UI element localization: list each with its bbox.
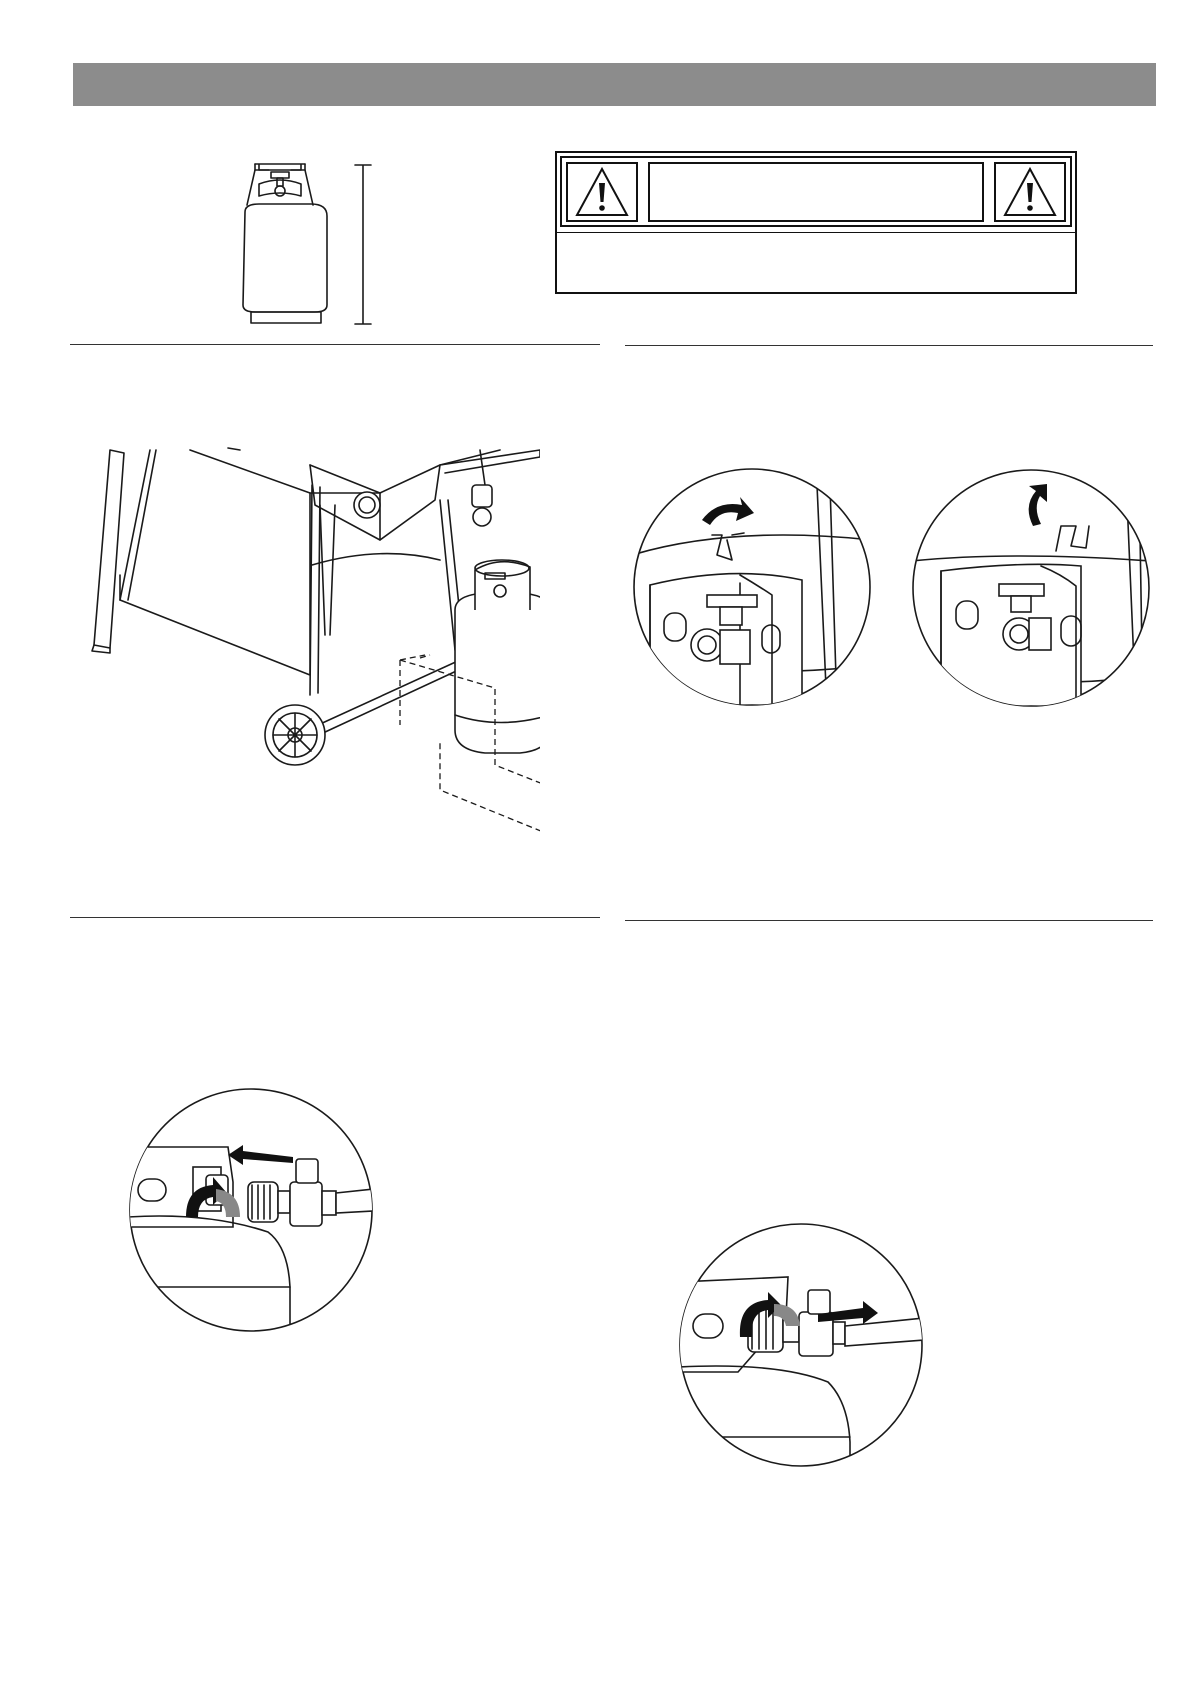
warning-triangle-icon bbox=[574, 166, 630, 218]
collar-rotate-left-figure bbox=[632, 465, 872, 710]
warning-box bbox=[555, 151, 1077, 294]
warning-title bbox=[648, 162, 984, 222]
section-divider bbox=[625, 920, 1153, 921]
regulator-connect-illustration bbox=[128, 1087, 374, 1333]
warning-separator bbox=[557, 232, 1075, 233]
regulator-disconnect-illustration bbox=[678, 1222, 924, 1468]
section-divider bbox=[625, 345, 1153, 346]
connect-regulator-figure bbox=[128, 1087, 374, 1333]
tank-collar-rotate-arrow bbox=[911, 466, 1151, 711]
warning-triangle-left bbox=[566, 162, 638, 222]
section-divider bbox=[70, 344, 600, 345]
collar-rotate-down-figure bbox=[911, 466, 1151, 711]
warning-body bbox=[567, 243, 1065, 284]
section-divider bbox=[70, 917, 600, 918]
warning-header bbox=[560, 156, 1072, 227]
warning-triangle-right bbox=[994, 162, 1066, 222]
warning-triangle-icon bbox=[1002, 166, 1058, 218]
tank-collar-rotate-arrow bbox=[632, 465, 872, 710]
propane-tank-dimension-figure bbox=[225, 160, 385, 330]
disconnect-regulator-figure bbox=[678, 1222, 924, 1468]
grill-with-tank-figure bbox=[80, 445, 540, 845]
propane-tank-icon bbox=[225, 160, 385, 330]
section-header-bar bbox=[73, 63, 1156, 106]
grill-with-propane-tank-illustration bbox=[80, 445, 540, 845]
